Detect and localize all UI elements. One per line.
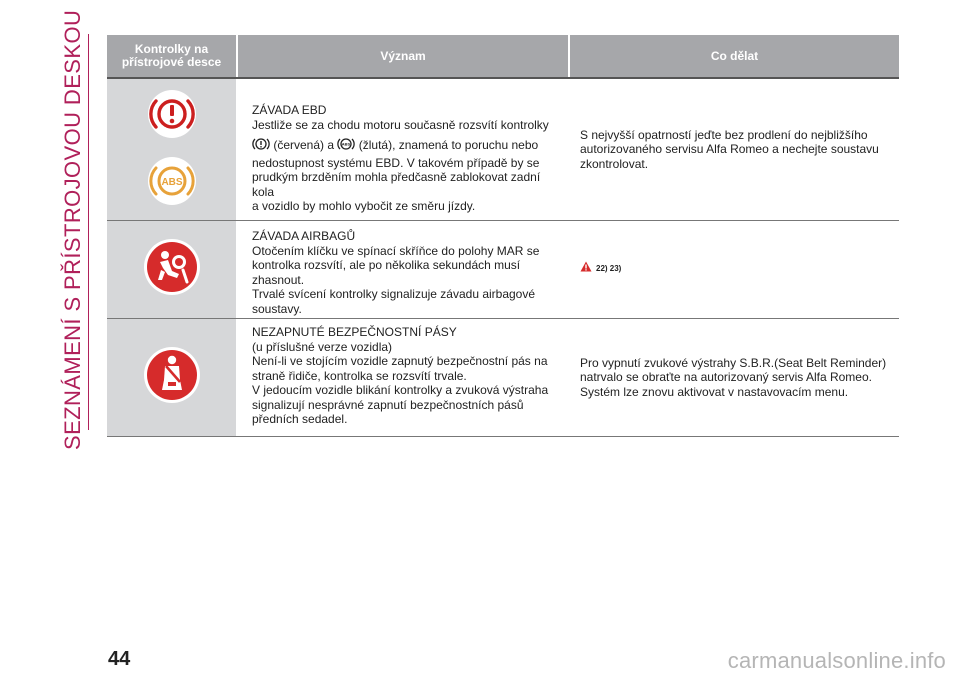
- action-line: Systém lze znovu aktivovat v nastavovacím menu.: [580, 384, 849, 399]
- meaning-line: a vozidlo by mohlo vybočit ze směru jízdy.: [252, 199, 476, 213]
- abs-inline-icon: [337, 136, 355, 156]
- airbag-warning-icon: [143, 238, 201, 301]
- meaning-line: kontrolka rozsvítí, ale po několika sekundách musí: [252, 258, 521, 272]
- header-col1-line1: Kontrolky na: [134, 42, 209, 56]
- warning-reference[interactable]: [580, 261, 621, 278]
- meaning-inline-icons-line: [252, 136, 558, 156]
- svg-text:ABS: ABS: [342, 141, 351, 147]
- seatbelt-warning-icon: [143, 346, 201, 409]
- meaning-line: prudkým brzděním mohla předčasně zablokovat zadní kola: [252, 170, 541, 199]
- section-title-vertical: SEZNÁMENÍ S PŘÍSTROJOVOU DESKOU: [60, 9, 85, 451]
- action-line: natrvalo se obraťte na autorizovaný servis Alfa Romeo.: [580, 370, 872, 385]
- header-co-delat: Co dělat: [570, 35, 899, 77]
- meaning-line: soustavy.: [252, 301, 302, 316]
- page-number: 44: [108, 648, 131, 670]
- meaning-line: signalizují nesprávné zapnutí bezpečnostních pásů: [252, 397, 524, 412]
- action-line: autorizovaného servisu Alfa Romeo a nechejte soustavu: [580, 142, 879, 157]
- header-vyznam: Význam: [238, 35, 568, 77]
- meaning-cell: [236, 319, 568, 436]
- action-cell: [568, 221, 899, 318]
- meaning-line: V jedoucím vozidle blikání kontrolky a zvuková výstraha: [252, 383, 549, 397]
- row-icons: [107, 221, 236, 318]
- warning-triangle-icon: [580, 261, 592, 278]
- action-line: S nejvyšší opatrností jeďte bez prodlení do nejbližšího: [580, 127, 868, 142]
- row-icons: [107, 79, 236, 220]
- meaning-line: předních sedadel.: [252, 412, 348, 426]
- table-row: [107, 319, 899, 437]
- table-header: [107, 35, 899, 77]
- warning-refs-text: 22) 23): [596, 264, 622, 274]
- brake-inline-icon: [252, 136, 270, 156]
- inline-red-text: (červená) a: [273, 137, 335, 152]
- table-row: [107, 79, 899, 221]
- row-icons: [107, 319, 236, 436]
- meaning-line: Není-li ve stojícím vozidle zapnutý bezpečnostní pás na: [252, 354, 548, 368]
- action-line: Pro vypnutí zvukové výstrahy S.B.R.(Seat Belt Reminder): [580, 355, 887, 370]
- section-divider-line: [88, 34, 89, 430]
- meaning-line: Jestliže se za chodu motoru současně rozsvítí kontrolky: [252, 117, 549, 132]
- svg-text:ABS: ABS: [160, 176, 183, 188]
- meaning-line: Trvalé svícení kontrolky signalizuje závadu airbagové: [252, 287, 536, 301]
- meaning-line: Otočením klíčku ve spínací skříňce do polohy MAR se: [252, 243, 540, 258]
- meaning-title: NEZAPNUTÉ BEZPEČNOSTNÍ PÁSY: [252, 325, 457, 339]
- header-col1-line2: přístrojové desce: [121, 55, 222, 69]
- inline-yellow-text: (žlutá), znamená to poruchu nebo: [358, 137, 539, 152]
- meaning-line: (u příslušné verze vozidla): [252, 339, 393, 354]
- meaning-cell: [236, 221, 568, 318]
- action-line: zkontrolovat.: [580, 156, 649, 171]
- abs-warning-icon: [147, 156, 197, 211]
- meaning-title: ZÁVADA EBD: [252, 103, 327, 117]
- action-cell: [568, 79, 899, 220]
- meaning-title: ZÁVADA AIRBAGŮ: [252, 229, 356, 243]
- meaning-line: straně řidiče, kontrolka se rozsvítí trvale.: [252, 368, 467, 383]
- header-kontrolky: [107, 35, 236, 77]
- warning-lights-table: [107, 35, 899, 437]
- brake-warning-icon: [147, 89, 197, 144]
- meaning-line: nedostupnost systému EBD. V takovém případě by se: [252, 155, 540, 170]
- meaning-line: zhasnout.: [252, 272, 305, 287]
- action-cell: [568, 319, 899, 436]
- table-row: [107, 221, 899, 319]
- watermark: carmanualsonline.info: [727, 648, 946, 673]
- meaning-cell: [236, 79, 568, 220]
